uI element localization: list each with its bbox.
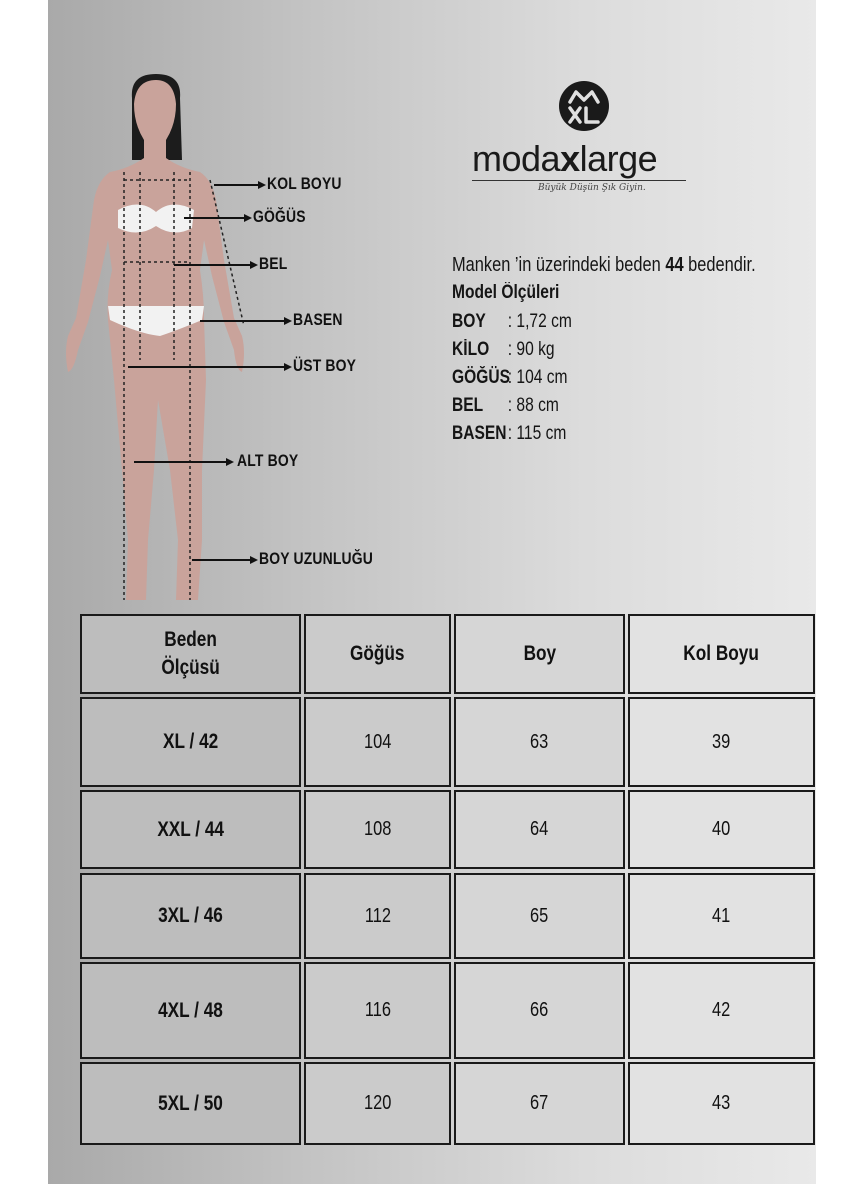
table-value-cell: 40 [628, 790, 815, 869]
label-basen: BASEN [293, 310, 343, 329]
model-measurement-row [452, 311, 572, 333]
measurement-key: KİLO [452, 339, 490, 360]
table-value-cell: 39 [628, 697, 815, 787]
table-value-cell: 67 [454, 1062, 625, 1145]
label-boy-uzunlugu: BOY UZUNLUĞU [259, 549, 374, 568]
table-value-cell: 108 [304, 790, 451, 869]
table-size-cell: XL / 42 [80, 697, 301, 787]
body-figure [48, 0, 468, 610]
table-value-cell: 104 [304, 697, 451, 787]
table-value-cell: 63 [454, 697, 625, 787]
measurement-key: BASEN [452, 423, 507, 444]
measurement-value: : 90 kg [507, 339, 555, 360]
label-bel: BEL [259, 254, 288, 273]
measurement-key: GÖĞÜS [452, 367, 511, 388]
measurement-value: : 104 cm [507, 367, 568, 388]
table-value-cell: 65 [454, 873, 625, 959]
table-value-cell: 66 [454, 962, 625, 1059]
brand-underline [472, 180, 686, 181]
label-gogus: GÖĞÜS [253, 207, 306, 226]
model-size-note: Manken ’in üzerindeki beden 44 bedendir. [452, 254, 756, 276]
brand-tagline: Büyük Düşün Şık Giyin. [538, 183, 646, 193]
measurement-key: BOY [452, 311, 486, 332]
label-kol-boyu: KOL BOYU [267, 174, 342, 193]
size-chart-panel [48, 0, 816, 1184]
table-size-cell: XXL / 44 [80, 790, 301, 869]
table-size-cell: 4XL / 48 [80, 962, 301, 1059]
brand-name: modaxlarge [472, 138, 658, 179]
model-measurement-row [452, 395, 559, 417]
table-header-cell: Kol Boyu [628, 614, 815, 694]
table-value-cell: 42 [628, 962, 815, 1059]
measurement-value: : 115 cm [507, 423, 567, 444]
label-alt-boy: ALT BOY [237, 451, 299, 470]
model-measurements-title: Model Ölçüleri [452, 282, 560, 303]
table-value-cell: 64 [454, 790, 625, 869]
model-measurement-row [452, 423, 566, 445]
table-value-cell: 43 [628, 1062, 815, 1145]
table-header-cell: Göğüs [304, 614, 451, 694]
brand-logo-icon [556, 78, 612, 134]
table-value-cell: 41 [628, 873, 815, 959]
model-measurement-row [452, 339, 555, 361]
table-size-cell: 3XL / 46 [80, 873, 301, 959]
table-value-cell: 112 [304, 873, 451, 959]
measurement-value: : 88 cm [507, 395, 559, 416]
table-header-cell: Beden Ölçüsü [80, 614, 301, 694]
measurement-key: BEL [452, 395, 484, 416]
table-value-cell: 116 [304, 962, 451, 1059]
measurement-value: : 1,72 cm [507, 311, 572, 332]
label-ust-boy: ÜST BOY [293, 356, 357, 375]
table-header-cell: Boy [454, 614, 625, 694]
table-value-cell: 120 [304, 1062, 451, 1145]
model-measurement-row [452, 367, 568, 389]
table-size-cell: 5XL / 50 [80, 1062, 301, 1145]
